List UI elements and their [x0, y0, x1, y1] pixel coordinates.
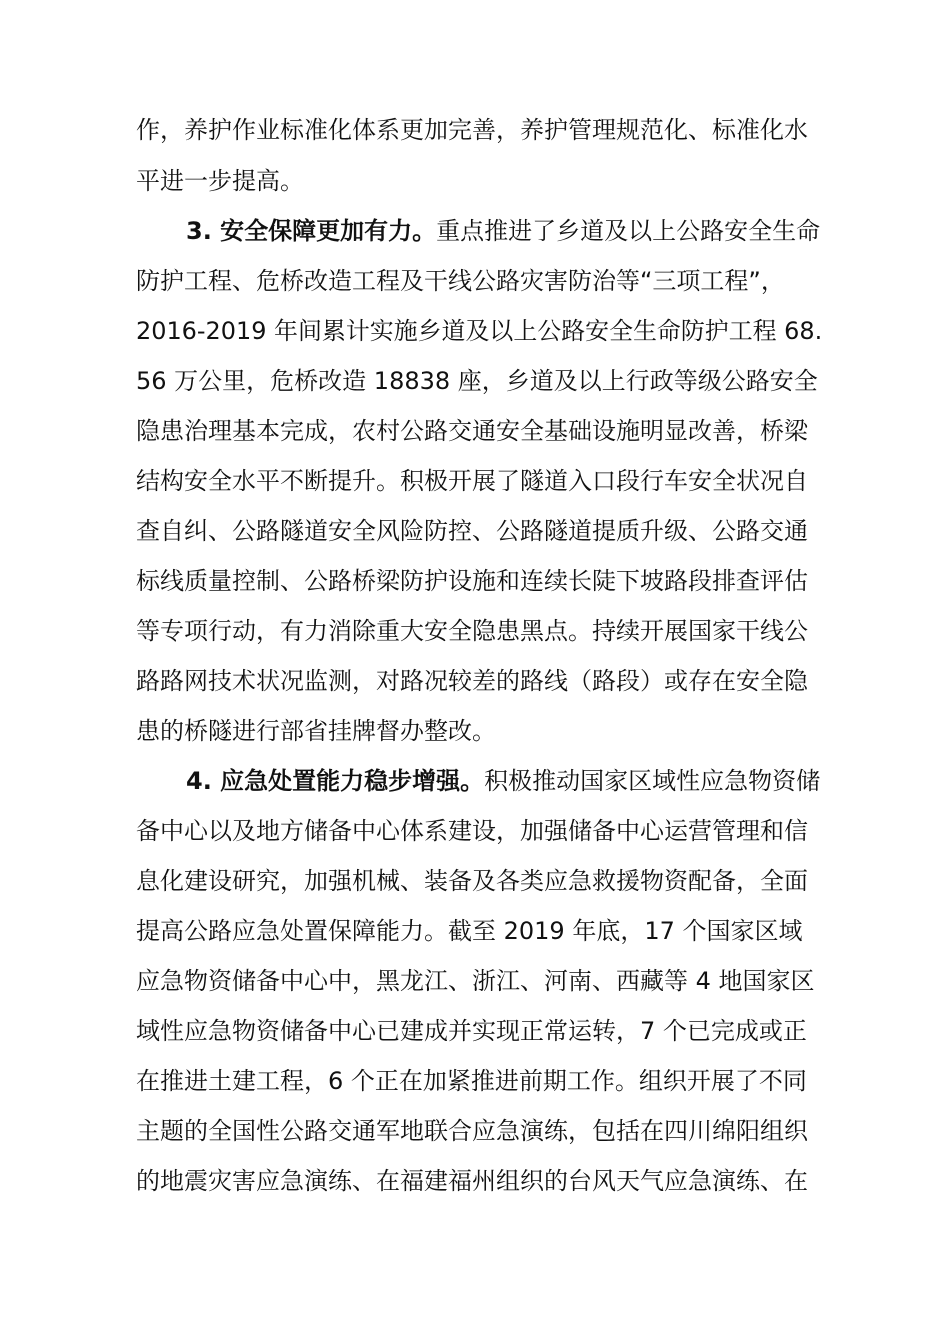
text-line: 患的桥隧进行部省挂牌督办整改。 — [136, 717, 496, 745]
section-3-heading: 3. 安全保障更加有力。 — [186, 217, 437, 245]
text-line: 56 万公里，危桥改造 18838 座，乡道及以上行政等级公路安全 — [136, 367, 818, 395]
text-line: 作，养护作业标准化体系更加完善，养护管理规范化、标准化水 — [136, 116, 808, 144]
text-line: 提高公路应急处置保障能力。截至 2019 年底，17 个国家区域 — [136, 917, 803, 945]
text-line: 等专项行动，有力消除重大安全隐患黑点。持续开展国家干线公 — [136, 617, 808, 645]
section-3-lead-text: 重点推进了乡道及以上公路安全生命 — [436, 217, 821, 245]
text-line: 2016-2019 年间累计实施乡道及以上公路安全生命防护工程 68. — [136, 317, 823, 345]
text-line: 息化建设研究，加强机械、装备及各类应急救援物资配备，全面 — [136, 867, 808, 895]
section-3-first-line — [186, 211, 820, 251]
section-4-first-line — [186, 761, 820, 801]
text-line: 应急物资储备中心中，黑龙江、浙江、河南、西藏等 4 地国家区 — [136, 967, 815, 995]
text-line: 的地震灾害应急演练、在福建福州组织的台风天气应急演练、在 — [136, 1167, 808, 1195]
text-line: 隐患治理基本完成，农村公路交通安全基础设施明显改善，桥梁 — [136, 417, 808, 445]
text-line: 主题的全国性公路交通军地联合应急演练，包括在四川绵阳组织 — [136, 1117, 808, 1145]
text-line: 查自纠、公路隧道安全风险防控、公路隧道提质升级、公路交通 — [136, 517, 808, 545]
text-line: 结构安全水平不断提升。积极开展了隧道入口段行车安全状况自 — [136, 467, 808, 495]
text-line: 备中心以及地方储备中心体系建设，加强储备中心运营管理和信 — [136, 817, 808, 845]
section-4-heading: 4. 应急处置能力稳步增强。 — [186, 767, 485, 795]
text-line: 在推进土建工程，6 个正在加紧推进前期工作。组织开展了不同 — [136, 1067, 807, 1095]
text-line: 标线质量控制、公路桥梁防护设施和连续长陡下坡路段排查评估 — [136, 567, 808, 595]
text-line: 路路网技术状况监测，对路况较差的路线（路段）或存在安全隐 — [136, 667, 808, 695]
section-4-lead-text: 积极推动国家区域性应急物资储 — [484, 767, 821, 795]
text-line: 域性应急物资储备中心已建成并实现正常运转，7 个已完成或正 — [136, 1017, 807, 1045]
text-line: 平进一步提高。 — [136, 167, 304, 195]
text-line: 防护工程、危桥改造工程及干线公路灾害防治等“三项工程”， — [136, 267, 785, 295]
